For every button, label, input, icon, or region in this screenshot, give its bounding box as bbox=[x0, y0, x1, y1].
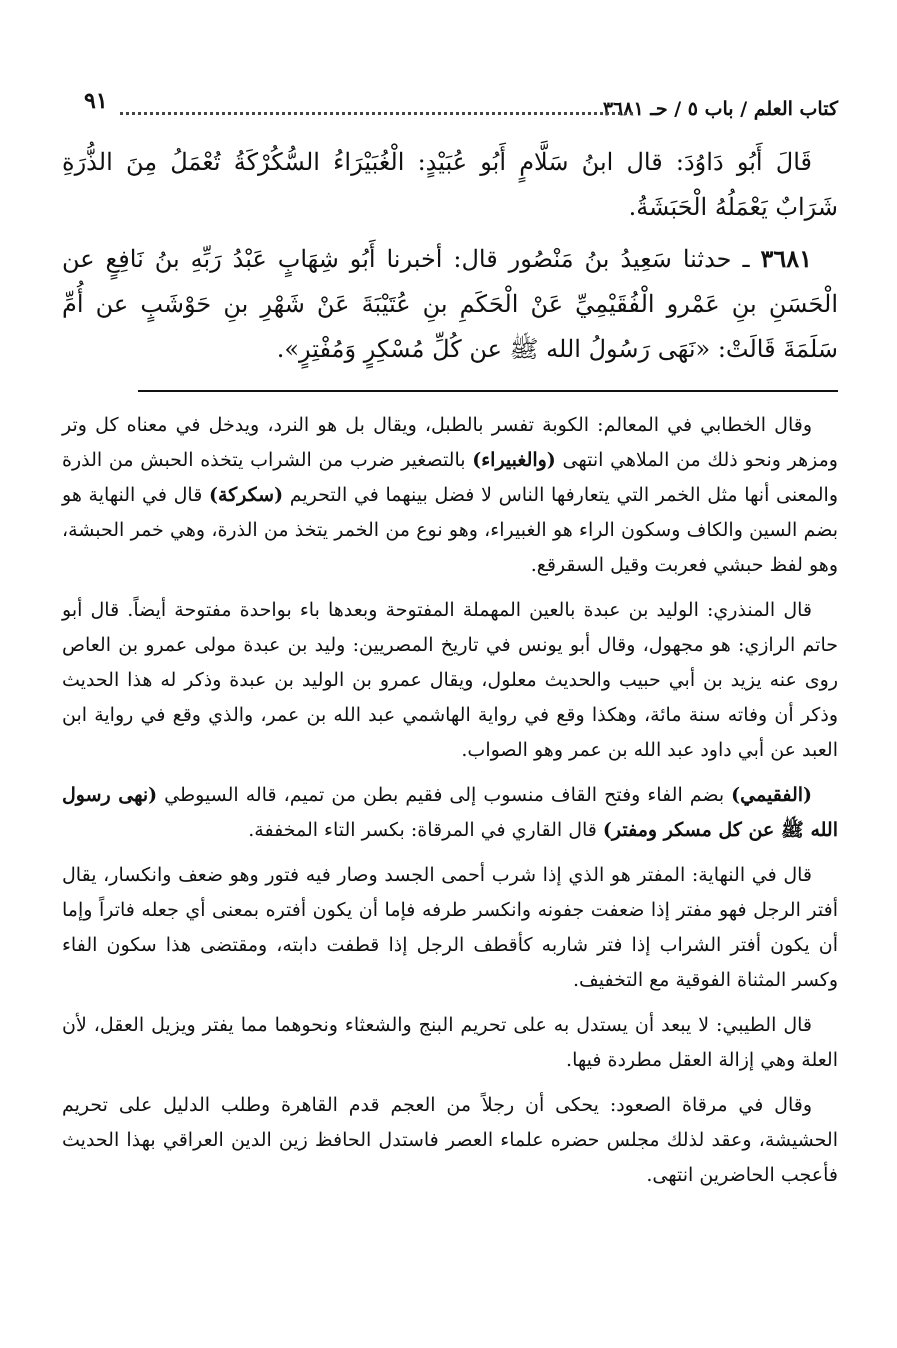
hadith-number: ٣٦٨١ bbox=[760, 244, 812, 273]
commentary-text: وقال الخطابي في المعالم: الكوبة تفسر بالطبل، ويقال بل هو النرد، ويدخل في معناه كل وتر ومزهر ونحو ذلك من الملاهي انتهى bbox=[62, 414, 838, 471]
commentary-text: قال القاري في المرقاة: بكسر التاء المخففة. bbox=[248, 819, 603, 841]
running-title: كتاب العلم / باب ٥ / حـ ٣٦٨١ bbox=[602, 98, 838, 120]
commentary-paragraph-2 bbox=[62, 593, 838, 768]
abu-dawud-note bbox=[62, 140, 838, 230]
commentary-paragraph-1 bbox=[62, 408, 838, 583]
commentary-text: قال المنذري: الوليد بن عبدة بالعين المهملة المفتوحة وبعدها باء بواحدة مفتوحة أيضاً. قال أبو حاتم الرازي: هو مجهول، وقال أبو يونس في تاريخ المصريين: وليد بن عبدة مولى عمرو بن العاص روى عنه يزيد بن أبي حبيب والحديث معلول، ويقال عمرو بن الوليد بن عبدة وذكر له هذا الحديث وذكر أن وفاته سنة مائة، وهكذا وقع في رواية الهاشمي عبد الله بن عمر، والذي وقع في رواية ابن العبد عن أبي داود عبد الله بن عمر وهو الصواب. bbox=[62, 599, 838, 761]
commentary-text: بالتصغير ضرب من الشراب يتخذه الحبش من الذرة والمعنى أنها مثل الخمر التي يتعارفها الناس لا فضل بينهما في التحريم bbox=[62, 449, 838, 506]
commentary-paragraph-5 bbox=[62, 1008, 838, 1078]
keyword: (والغبيراء) bbox=[472, 449, 556, 471]
page-number: ٩١ bbox=[84, 88, 108, 114]
main-text bbox=[62, 140, 838, 372]
commentary-text: قال الطيبي: لا يبعد أن يستدل به على تحريم البنج والشعثاء ونحوهما مما يفتر ويزيل العقل، لأن العلة وهي إزالة العقل مطردة فيها. bbox=[62, 1014, 838, 1071]
commentary-text: وقال في مرقاة الصعود: يحكى أن رجلاً من العجم قدم القاهرة وطلب الدليل على تحريم الحشيشة، وعقد لذلك مجلس حضره علماء العصر فاستدل الحافظ زين الدين العراقي بهذا الحديث فأعجب الحاضرين انتهى. bbox=[62, 1094, 838, 1186]
commentary-paragraph-6 bbox=[62, 1088, 838, 1193]
commentary-text: قال في النهاية: المفتر هو الذي إذا شرب أحمى الجسد وصار فيه فتور وهو ضعف وانكسار، يقال أفتر الرجل فهو مفتر إذا ضعفت جفونه وانكسر طرفه فإما أن يكون أفتره بمعنى أي جعله فاتراً وإما أن يكون أفتر الشراب إذا فتر شاربه كأقطف الرجل إذا قطفت دابته، ومقتضى هذا سكون الفاء وكسر المثناة الفوقية مع التخفيف. bbox=[62, 864, 838, 991]
commentary-text: بضم الفاء وفتح القاف منسوب إلى فقيم بطن من تميم، قاله السيوطي bbox=[157, 784, 732, 806]
keyword: (الفقيمي) bbox=[731, 784, 812, 806]
hadith bbox=[62, 236, 838, 372]
commentary-paragraph-4 bbox=[62, 858, 838, 998]
commentary bbox=[62, 408, 838, 1193]
hadith-text: ـ حدثنا سَعِيدُ بنُ مَنْصُور قال: أخبرنا أَبُو شِهَابٍ عَبْدُ رَبِّهِ بنُ نَافِعٍ عن الْحَسَنِ بنِ عَمْرو الْفُقَيْمِيِّ عَنْ الْحَكَمِ بنِ عُتَيْبَةَ عَنْ شَهْرِ بنِ حَوْشَبٍ عن أُمِّ سَلَمَةَ قَالَتْ: «نَهَى رَسُولُ الله ﷺ عن كُلِّ مُسْكِرٍ وَمُفْتِرٍ». bbox=[62, 245, 838, 363]
footnote-separator bbox=[138, 390, 838, 392]
keyword: (سكركة) bbox=[208, 484, 284, 506]
commentary-text: قال في النهاية هو بضم السين والكاف وسكون الراء هو الغبيراء، وهو نوع من الخمر يتخذ من الذرة، وهي خمر الحبشة، وهو لفظ حبشي فعربت وقيل السقرقع. bbox=[62, 484, 838, 576]
page-header bbox=[62, 78, 838, 128]
keyword: (نهى رسول الله ﷺ عن كل مسكر ومفتر) bbox=[62, 784, 838, 841]
abu-dawud-note-text: قَالَ أَبُو دَاوُدَ: قال ابنُ سَلَّامٍ أَبُو عُبَيْدٍ: الْغُبَيْرَاءُ السُّكُرْكَةُ تُعْمَلُ مِنَ الذُّرَةِ شَرَابٌ يَعْمَلُهُ الْحَبَشَةُ. bbox=[62, 148, 838, 221]
commentary-paragraph-3 bbox=[62, 778, 838, 848]
header-dotted-leader bbox=[120, 112, 633, 115]
book-page bbox=[62, 78, 838, 1203]
